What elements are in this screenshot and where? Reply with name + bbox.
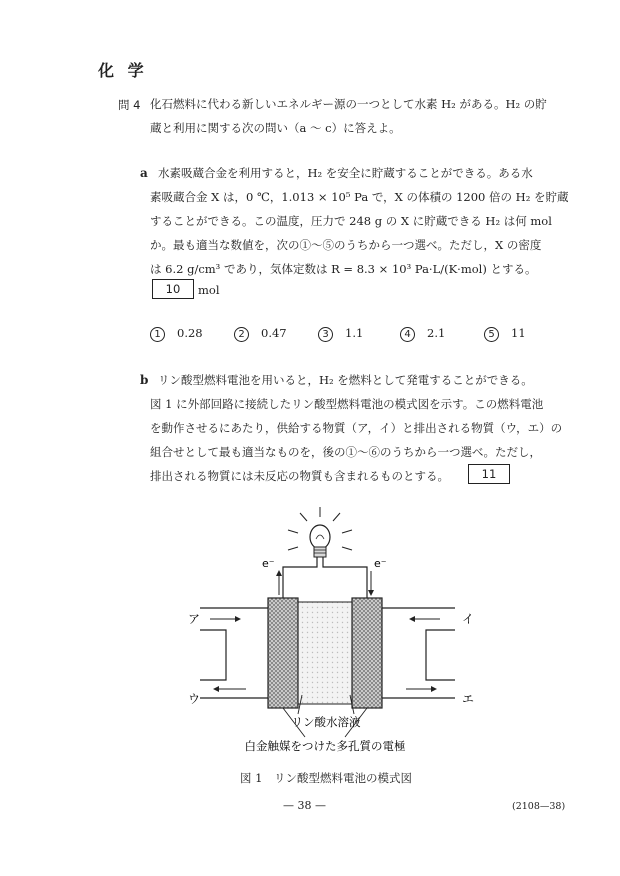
left-electrode	[268, 598, 298, 708]
label-u: ウ	[188, 692, 201, 706]
part-b-line-5: 排出される物質には未反応の物質も含まれるものとする。	[150, 469, 449, 483]
left-gas-channel	[200, 608, 268, 698]
lightbulb-icon	[310, 525, 330, 557]
choice-number-badge: 1	[150, 327, 165, 342]
choice-value: 1.1	[345, 326, 364, 340]
question-number: 問 4	[118, 98, 141, 112]
choice-value: 11	[511, 326, 526, 340]
fuel-cell-diagram	[170, 505, 490, 755]
choice-number-badge: 5	[484, 327, 499, 342]
answer-unit: mol	[198, 283, 220, 297]
part-a-line-1: 水素吸蔵合金を利用すると，H₂ を安全に貯蔵することができる。ある水	[158, 166, 533, 180]
exam-code: (2108—38)	[512, 801, 566, 812]
choice-3[interactable]	[318, 326, 363, 342]
electron-label-right: e⁻	[374, 557, 387, 570]
part-a-line-5: は 6.2 g/cm³ であり，気体定数は R = 8.3 × 10³ Pa·L/(K·mol) とする。	[150, 262, 537, 276]
part-a-line-4: か。最も適当な数値を，次の①～⑤のうちから一つ選べ。ただし，X の密度	[150, 238, 542, 252]
question-intro-line-2: 蔵と利用に関する次の問い（a ～ c）に答えよ。	[150, 121, 401, 135]
part-b-line-1: リン酸型燃料電池を用いると，H₂ を燃料として発電することができる。	[158, 373, 533, 387]
choice-value: 0.47	[261, 326, 287, 340]
right-electrode	[352, 598, 382, 708]
choice-4[interactable]	[400, 326, 445, 342]
label-a: ア	[188, 612, 201, 626]
answer-box-11[interactable]: 11	[468, 464, 510, 484]
part-a-label: a	[140, 166, 148, 180]
subject-heading: 化 学	[98, 61, 148, 80]
part-a-line-2: 素吸蔵合金 X は，0 ℃，1.013 × 10⁵ Pa で，X の体積の 1200 倍の H₂ を貯蔵	[150, 190, 569, 204]
electrode-label: 白金触媒をつけた多孔質の電極	[244, 739, 406, 753]
page-number: — 38 —	[283, 799, 326, 812]
answer-box-10[interactable]: 10	[152, 279, 194, 299]
electrolyte-layer	[298, 602, 352, 704]
electron-label-left: e⁻	[262, 557, 275, 570]
right-gas-channel	[382, 608, 455, 698]
choice-5[interactable]	[484, 326, 526, 342]
choice-1[interactable]	[150, 326, 203, 342]
choice-number-badge: 4	[400, 327, 415, 342]
part-b-line-3: を動作させるにあたり，供給する物質（ア，イ）と排出される物質（ウ，エ）の	[150, 421, 563, 435]
label-i: イ	[462, 612, 475, 626]
label-e: エ	[462, 692, 475, 706]
external-circuit-wire	[283, 557, 367, 598]
choice-value: 2.1	[427, 326, 446, 340]
part-b-label: b	[140, 373, 149, 387]
choice-number-badge: 2	[234, 327, 249, 342]
figure-caption: 図 1 リン酸型燃料電池の模式図	[240, 771, 412, 785]
part-a-line-3: することができる。この温度，圧力で 248 g の X に貯蔵できる H₂ は何 mol	[150, 214, 552, 228]
electrolyte-label: リン酸水溶液	[291, 715, 361, 729]
question-intro-line-1: 化石燃料に代わる新しいエネルギー源の一つとして水素 H₂ がある。H₂ の貯	[150, 97, 547, 111]
choice-2[interactable]	[234, 326, 287, 342]
part-b-line-4: 組合せとして最も適当なものを，後の①～⑥のうちから一つ選べ。ただし，	[150, 445, 541, 459]
part-b-line-2: 図 1 に外部回路に接続したリン酸型燃料電池の模式図を示す。この燃料電池	[150, 397, 544, 411]
choice-number-badge: 3	[318, 327, 333, 342]
choice-value: 0.28	[177, 326, 203, 340]
